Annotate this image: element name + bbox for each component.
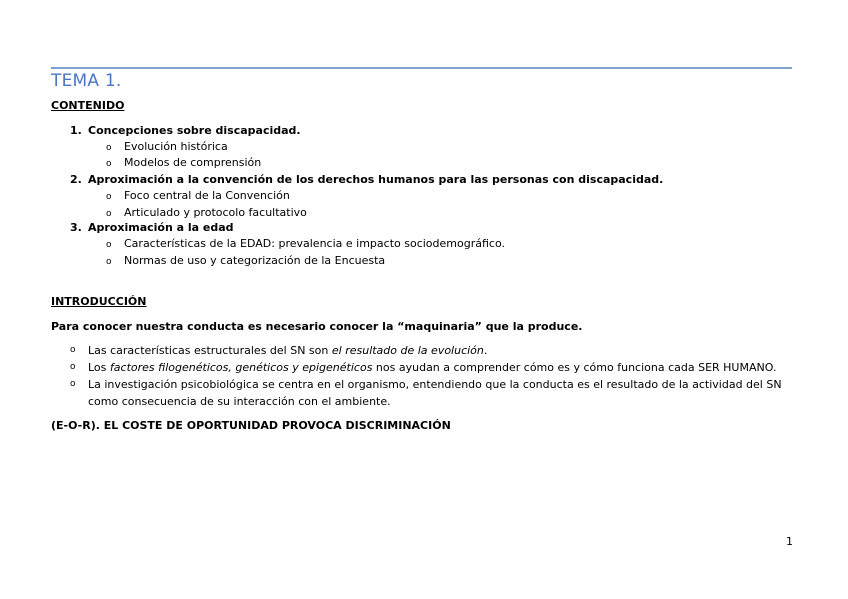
subitem-text: Modelos de comprensión — [124, 156, 262, 169]
contenido-item-2 — [70, 173, 663, 186]
bullet-text: . — [483, 344, 488, 357]
bullet-emphasis: el resultado de la evolución — [331, 344, 484, 357]
item-label: Aproximación a la convención de los derechos humanos para las personas con discapacidad. — [88, 173, 664, 186]
bullet-text: Los — [88, 361, 110, 374]
introduccion-heading: INTRODUCCIÓN — [51, 295, 147, 308]
introduccion-bullet — [70, 359, 792, 376]
closing-statement: (E-O-R). EL COSTE DE OPORTUNIDAD PROVOCA DISCRIMINACIÓN — [51, 419, 451, 432]
bullet-icon: o — [70, 362, 76, 372]
page-title: TEMA 1. — [51, 71, 122, 91]
item-number: 3. — [70, 221, 82, 234]
bullet-icon: o — [106, 159, 112, 169]
contenido-subitem — [106, 189, 290, 202]
contenido-item-3 — [70, 221, 234, 234]
contenido-subitem — [106, 206, 307, 219]
bullet-icon: o — [106, 257, 112, 267]
bullet-emphasis: factores filogenéticos, genéticos y epigenéticos — [109, 361, 373, 374]
bullet-icon: o — [106, 143, 112, 153]
contenido-subitem — [106, 237, 505, 250]
bullet-icon: o — [106, 240, 112, 250]
bullet-icon: o — [106, 209, 112, 219]
introduccion-bullet — [70, 376, 792, 410]
bullet-icon: o — [106, 192, 112, 202]
item-label: Aproximación a la edad — [88, 221, 234, 234]
subitem-text: Características de la EDAD: prevalencia e impacto sociodemográfico. — [124, 237, 505, 250]
item-label: Concepciones sobre discapacidad. — [88, 124, 301, 137]
bullet-icon: o — [70, 379, 76, 389]
item-number: 2. — [70, 173, 82, 186]
subitem-text: Foco central de la Convención — [124, 189, 290, 202]
contenido-item-1 — [70, 124, 301, 137]
bullet-icon: o — [70, 345, 76, 355]
contenido-heading: CONTENIDO — [51, 99, 125, 112]
subitem-text: Normas de uso y categorización de la Encuesta — [124, 254, 386, 267]
bullet-text: Las características estructurales del SN son — [88, 344, 332, 357]
introduccion-lead: Para conocer nuestra conducta es necesario conocer la “maquinaria” que la produce. — [51, 320, 583, 333]
item-number: 1. — [70, 124, 82, 137]
bullet-text: nos ayudan a comprender cómo es y cómo funciona cada SER HUMANO. — [372, 361, 777, 374]
subitem-text: Evolución histórica — [124, 140, 228, 153]
page-number: 1 — [786, 535, 793, 548]
subitem-text: Articulado y protocolo facultativo — [124, 206, 307, 219]
title-rule — [51, 67, 792, 69]
contenido-subitem — [106, 140, 228, 153]
bullet-text: La investigación psicobiológica se centra en el organismo, entendiendo que la conducta es el resultado de la actividad del SN como consecuencia de su interacción con el ambiente. — [88, 378, 782, 408]
introduccion-bullet — [70, 342, 792, 359]
contenido-subitem — [106, 156, 261, 169]
contenido-subitem — [106, 254, 385, 267]
